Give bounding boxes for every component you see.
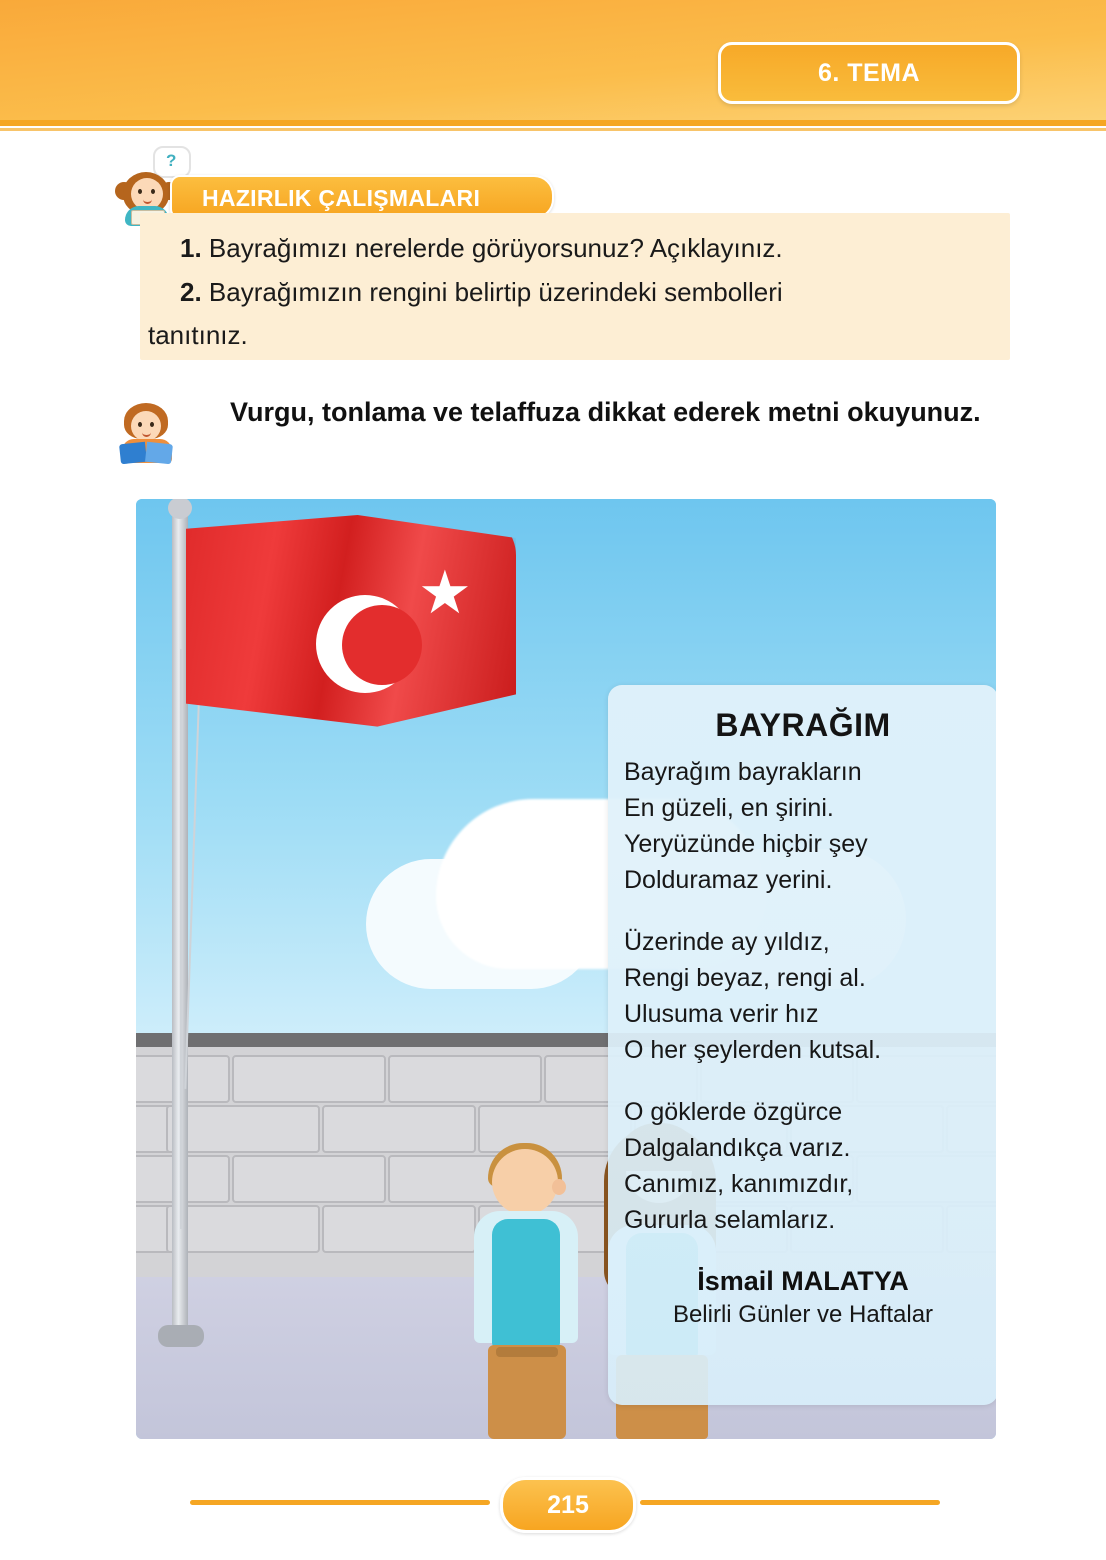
stanza-gap (624, 898, 982, 924)
poem-line: Bayrağım bayrakların (624, 758, 862, 786)
poem-card (608, 685, 996, 1405)
prep-questions-box (140, 213, 1010, 360)
poem-source: Belirli Günler ve Haftalar (672, 1301, 934, 1328)
read-instruction-row (112, 393, 1012, 473)
poem-line: O her şeylerden kutsal. (624, 1036, 882, 1064)
prep-header (113, 151, 553, 218)
prep-title: HAZIRLIK ÇALIŞMALARI (202, 185, 481, 211)
poem-line: O göklerde özgürce (624, 1098, 843, 1126)
brick (322, 1205, 476, 1253)
crescent-inner (342, 605, 422, 685)
question-bubble-icon (153, 146, 191, 178)
brick (322, 1105, 476, 1153)
footer-rule-left (190, 1500, 490, 1505)
pants (488, 1345, 566, 1439)
prep-question-2-text: Bayrağımızın rengini belirtip üzerindeki sembolleri (208, 277, 783, 307)
brick (166, 1205, 320, 1253)
turkish-flag-and-two-students-illustration (136, 499, 996, 1439)
brick (388, 1055, 542, 1103)
brick (232, 1155, 386, 1203)
read-instruction-text: Vurgu, tonlama ve telaffuza dikkat ederek metni okuyunuz. (230, 397, 981, 427)
prep-question-2-continued: tanıtınız. (148, 320, 248, 350)
eye-left (138, 422, 142, 427)
boy-student (466, 1149, 586, 1439)
page-number-badge (500, 1477, 636, 1533)
footer-rule-right (640, 1500, 940, 1505)
poem-line: Canımız, kanımızdır, (624, 1170, 854, 1198)
eye-right (151, 189, 155, 194)
book-page-left (119, 442, 147, 465)
theme-badge (718, 42, 1020, 104)
prep-question-2 (180, 275, 992, 310)
theme-label: 6. TEMA (817, 58, 921, 87)
book-page-right (145, 442, 173, 465)
prep-question-2-number: 2. (180, 277, 202, 307)
stanza-gap (624, 1068, 982, 1094)
brick (232, 1055, 386, 1103)
poem-line: Yeryüzünde hiçbir şey (624, 830, 868, 858)
vest (492, 1219, 560, 1347)
brick (166, 1105, 320, 1153)
top-header-band (0, 0, 1106, 120)
girl-reading-book-icon (112, 399, 182, 469)
eye-left (138, 189, 142, 194)
page-content (0, 131, 1106, 1560)
prep-question-1-text: Bayrağımızı nerelerde görüyorsunuz? Açıklayınız. (208, 233, 783, 263)
poem-line: Üzerinde ay yıldız, (624, 928, 830, 956)
poem-line: Gururla selamlarız. (624, 1206, 836, 1234)
belt (496, 1347, 558, 1357)
page-number: 215 (547, 1490, 589, 1519)
poem-line: Dalgalandıkça varız. (624, 1134, 851, 1162)
eye-right (150, 422, 154, 427)
ear (552, 1179, 566, 1195)
poem-title: BAYRAĞIM (715, 707, 891, 743)
prep-question-1 (180, 231, 990, 266)
flag-pole-base (158, 1325, 204, 1347)
question-mark-glyph: ? (166, 151, 177, 170)
header-rule (0, 120, 1106, 126)
poem-author: İsmail MALATYA (697, 1266, 909, 1296)
prep-question-1-number: 1. (180, 233, 202, 263)
poem-line: En güzeli, en şirini. (624, 794, 834, 822)
poem-line: Ulusuma verir hız (624, 1000, 819, 1028)
flag-rope-left (180, 649, 182, 1229)
poem-line: Dolduramaz yerini. (624, 866, 833, 894)
poem-line: Rengi beyaz, rengi al. (624, 964, 866, 992)
head (492, 1149, 558, 1215)
